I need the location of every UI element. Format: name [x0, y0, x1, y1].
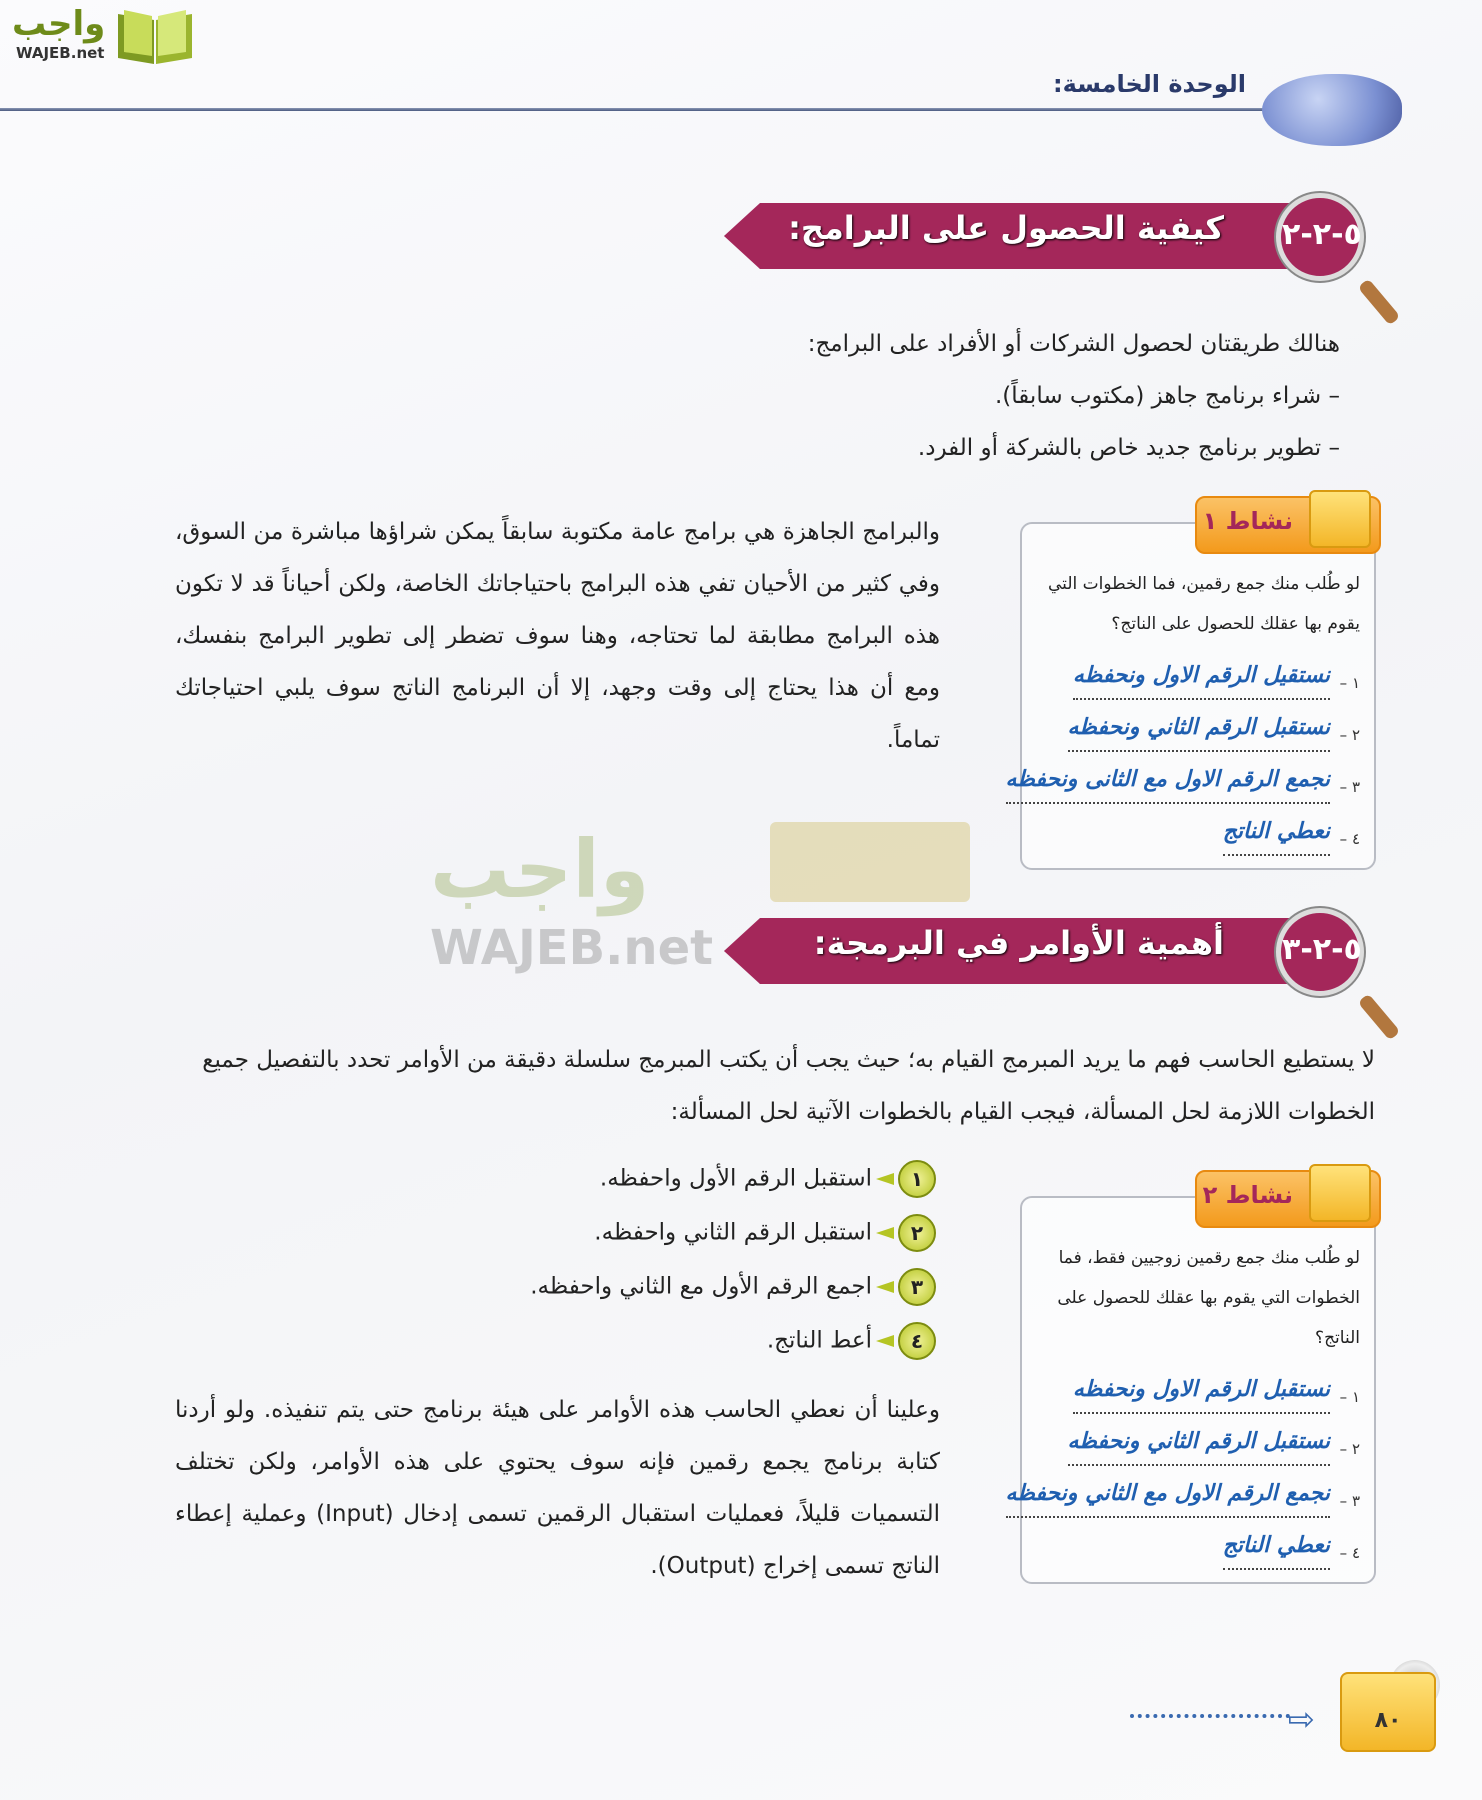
handwritten-answer: نستقبل الرقم الثاني ونحفظه — [1068, 708, 1330, 752]
item-marker: ٣ – — [1339, 1492, 1360, 1510]
activity-label-text: نشاط ٢ — [1202, 1181, 1293, 1209]
item-marker: ١ – — [1339, 674, 1360, 692]
folder-icon — [1309, 1164, 1371, 1222]
handwritten-answer: نستقيل الرقم الاول ونحفظه — [1073, 656, 1330, 700]
section-number: ٥-٢-٢ — [1282, 217, 1362, 252]
answer-row — [1036, 648, 1360, 700]
step-number-badge: ٢ — [898, 1214, 936, 1252]
item-marker: ٢ – — [1339, 1440, 1360, 1458]
step-item — [416, 1214, 936, 1268]
section1-intro — [640, 318, 1340, 474]
step-text: اجمع الرقم الأول مع الثاني واحفظه. — [530, 1273, 872, 1300]
intro-line: هنالك طريقتان لحصول الشركات أو الأفراد على البرامج: — [807, 331, 1340, 357]
wajeb-logo[interactable] — [8, 4, 193, 68]
arrow-right-icon: ⇨ — [1288, 1700, 1315, 1738]
item-marker: ١ – — [1339, 1388, 1360, 1406]
step-text: استقبل الرقم الأول واحفظه. — [599, 1165, 872, 1192]
logo-text-en: WAJEB.net — [16, 44, 105, 62]
activity-question: لو طُلب منك جمع رقمين، فما الخطوات التي يقوم بها عقلك للحصول على الناتج؟ — [1048, 574, 1360, 634]
book-icon — [116, 6, 194, 66]
answer-row — [1036, 1362, 1360, 1414]
activity-question: لو طُلب منك جمع رقمين زوجيين فقط، فما الخطوات التي يقوم بها عقلك للحصول على الناتج؟ — [1057, 1248, 1360, 1348]
activity-label-text: نشاط ١ — [1202, 507, 1293, 535]
bullet-item: – تطوير برنامج جديد خاص بالشركة أو الفرد. — [917, 435, 1340, 461]
activity-box-1 — [1005, 522, 1376, 870]
mouse-icon — [1262, 74, 1402, 146]
watermark-text-en: WAJEB.net — [430, 920, 714, 976]
section-number: ٥-٢-٣ — [1282, 932, 1362, 967]
step-number-badge: ٤ — [898, 1322, 936, 1360]
unit-title: الوحدة الخامسة: — [1053, 70, 1246, 98]
section-title: كيفية الحصول على البرامج: — [788, 209, 1224, 247]
item-marker: ٢ – — [1339, 726, 1360, 744]
logo-text-ar: واجب — [12, 4, 106, 44]
step-number-badge: ١ — [898, 1160, 936, 1198]
section-title: أهمية الأوامر في البرمجة: — [813, 924, 1224, 962]
step-text: أعط الناتج. — [766, 1327, 872, 1354]
answer-row — [1036, 1518, 1360, 1570]
handwritten-answer: نعطي الناتج — [1223, 1526, 1330, 1570]
activity-label-2 — [1195, 1170, 1381, 1228]
handwritten-answer: نستقبل الرقم الاول ونحفظه — [1073, 1370, 1330, 1414]
step-item — [416, 1322, 936, 1376]
page-number: ٨٠ — [1374, 1708, 1402, 1733]
item-marker: ٤ – — [1339, 1544, 1360, 1562]
handwritten-answer: نجمع الرقم الاول مع الثاني ونحفظه — [1006, 1474, 1330, 1518]
section2-intro: لا يستطيع الحاسب فهم ما يريد المبرمج القيام به؛ حيث يجب أن يكتب المبرمج سلسلة دقيقة من الأوامر تحدد بالتفصيل جميع الخطوات اللازمة لحل المسألة، فيجب القيام بالخطوات الآتية لحل المسألة: — [202, 1047, 1375, 1125]
answer-row — [1036, 700, 1360, 752]
handwritten-answer: نجمع الرقم الاول مع الثانى ونحفظه — [1006, 760, 1330, 804]
answer-row — [1036, 1414, 1360, 1466]
answer-row — [1005, 1466, 1360, 1518]
activity-box-2 — [1005, 1196, 1376, 1584]
step-number-badge: ٣ — [898, 1268, 936, 1306]
section2-paragraph: وعلينا أن نعطي الحاسب هذه الأوامر على هيئة برنامج حتى يتم تنفيذه. ولو أردنا كتابة برنامج يجمع رقمين فإنه سوف يحتوي على هذه الأوامر، ولكن تختلف التسميات قليلاً، فعمليات استقبال الرقمين تسمى إدخال (Input) وعملية إعطاء الناتج تسمى إخراج (Output). — [175, 1397, 940, 1579]
item-marker: ٤ – — [1339, 830, 1360, 848]
section1-paragraph: والبرامج الجاهزة هي برامج عامة مكتوبة سابقاً يمكن شراؤها مباشرة من السوق، وفي كثير من الأحيان تفي هذه البرامج باحتياجاتك الخاصة، ولكن أحياناً قد لا تكون هذه البرامج مطابقة لما تحتاجه، وهنا سوف تضطر إلى تطوير البرامج بنفسك، ومع أن هذا يحتاج إلى وقت وجهد، إلا أن البرنامج الناتج سوف يلبي احتياجاتك تماماً. — [175, 519, 940, 753]
answer-row — [1036, 804, 1360, 856]
step-text: استقبل الرقم الثاني واحفظه. — [594, 1219, 872, 1246]
header-divider — [0, 108, 1270, 111]
bullet-item: – شراء برنامج جاهز (مكتوب سابقاً). — [994, 383, 1340, 409]
dotted-trail — [1130, 1714, 1290, 1718]
activity-label-1 — [1195, 496, 1381, 554]
watermark-text-ar: واجب — [430, 823, 650, 916]
steps-list — [416, 1160, 936, 1376]
answer-row — [1005, 752, 1360, 804]
folder-icon — [1309, 490, 1371, 548]
item-marker: ٣ – — [1339, 778, 1360, 796]
handwritten-answer: نعطي الناتج — [1223, 812, 1330, 856]
step-item — [416, 1268, 936, 1322]
handwritten-answer: نستقبل الرقم الثاني ونحفظه — [1068, 1422, 1330, 1466]
page-number-folder — [1340, 1672, 1436, 1752]
section-banner-2 — [724, 910, 1374, 992]
section-banner-1 — [724, 195, 1374, 277]
magnifier-handle-icon — [1358, 278, 1401, 325]
step-item — [416, 1160, 936, 1214]
